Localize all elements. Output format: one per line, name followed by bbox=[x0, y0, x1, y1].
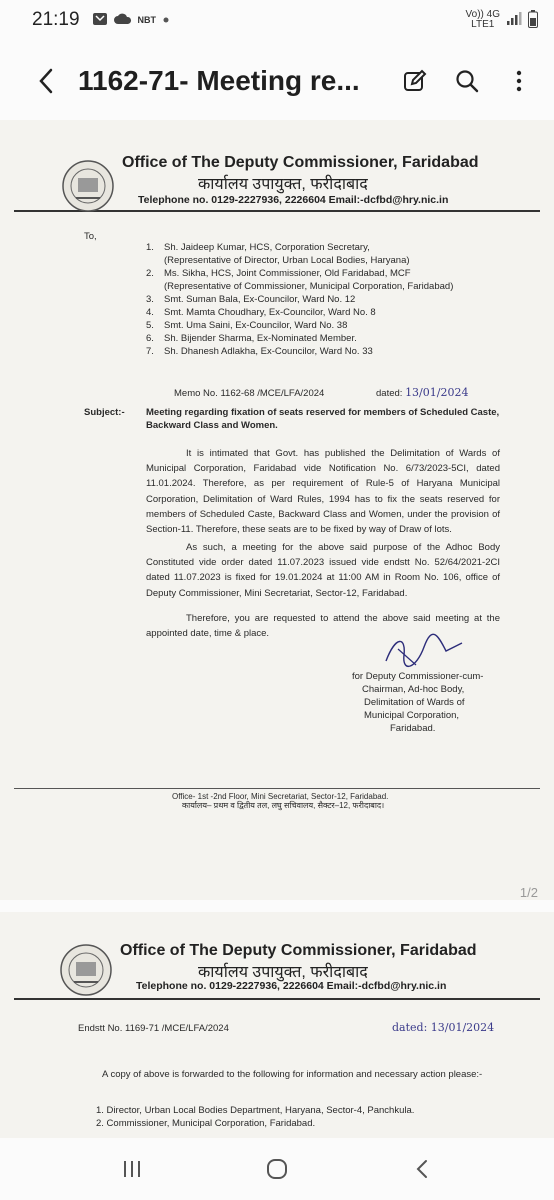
carrier-badge: NBT bbox=[137, 15, 157, 25]
search-icon bbox=[454, 68, 480, 94]
more-options-button[interactable] bbox=[504, 66, 534, 96]
haryana-emblem-icon bbox=[58, 942, 114, 998]
battery-icon bbox=[528, 10, 538, 31]
letterhead bbox=[14, 120, 540, 212]
list-item: 7. Sh. Dhanesh Adlakha, Ex-Councilor, Ward No. 33 bbox=[146, 346, 373, 357]
office-title-hindi: कार्यालय उपायुक्त, फरीदाबाद bbox=[198, 176, 368, 193]
office-title: Office of The Deputy Commissioner, Faridabad bbox=[120, 942, 477, 959]
office-contact: Telephone no. 0129-2227936, 2226604 Email:-dcfbd@hry.nic.in bbox=[138, 194, 449, 206]
endstt-date: dated: 13/01/2024 bbox=[392, 1021, 495, 1034]
document-page-1[interactable] bbox=[0, 120, 554, 900]
status-bar bbox=[0, 0, 554, 40]
list-item: 1. Director, Urban Local Bodies Department, Haryana, Sector-4, Panchkula. bbox=[96, 1105, 415, 1116]
edit-icon bbox=[402, 68, 428, 94]
back-button[interactable] bbox=[28, 63, 64, 99]
document-title: 1162-71- Meeting re... bbox=[78, 65, 360, 96]
office-title: Office of The Deputy Commissioner, Faridabad bbox=[122, 154, 479, 171]
missed-call-icon bbox=[92, 12, 108, 29]
footer-address: Office- 1st -2nd Floor, Mini Secretariat, Sector-12, Faridabad. bbox=[172, 792, 389, 801]
dot-icon bbox=[162, 13, 170, 27]
status-time: 21:19 bbox=[32, 9, 80, 30]
haryana-emblem-icon bbox=[60, 158, 116, 214]
app-bar bbox=[0, 48, 554, 114]
forwarding-list bbox=[96, 1104, 496, 1130]
paragraph-3: Therefore, you are requested to attend the above said meeting at the appointed date, time & place. bbox=[146, 613, 500, 640]
office-title-hindi: कार्यालय उपायुक्त, फरीदाबाद bbox=[198, 964, 368, 981]
endstt-number: Endstt No. 1169-71 /MCE/LFA/2024 bbox=[78, 1023, 229, 1034]
home-button[interactable] bbox=[257, 1149, 297, 1189]
recipient-list bbox=[146, 241, 506, 358]
to-label: To, bbox=[84, 231, 97, 242]
list-item: 2. Commissioner, Municipal Corporation, Faridabad. bbox=[96, 1118, 316, 1129]
memo-date: dated: 13/01/2024 bbox=[376, 386, 469, 399]
list-item: 5. Smt. Uma Saini, Ex-Councilor, Ward No. 38 bbox=[146, 320, 348, 331]
footer-divider bbox=[14, 788, 540, 789]
nav-back-button[interactable] bbox=[402, 1149, 442, 1189]
list-item: 1. Sh. Jaideep Kumar, HCS, Corporation Secretary, (Representative of Director, Urban Local Bodies, Haryana) bbox=[146, 242, 410, 266]
list-item: 2. Ms. Sikha, HCS, Joint Commissioner, Old Faridabad, MCF (Representative of Commissioner, Municipal Corporation, Faridabad) bbox=[146, 268, 454, 292]
status-right bbox=[466, 10, 538, 31]
more-vertical-icon bbox=[515, 68, 523, 94]
edit-button[interactable] bbox=[400, 66, 430, 96]
app-actions bbox=[400, 66, 534, 96]
list-item: 4. Smt. Mamta Choudhary, Ex-Councilor, Ward No. 8 bbox=[146, 307, 376, 318]
page-indicator: 1/2 bbox=[519, 885, 538, 900]
search-button[interactable] bbox=[452, 66, 482, 96]
list-item: 6. Sh. Bijender Sharma, Ex-Nominated Member. bbox=[146, 333, 357, 344]
recent-apps-button[interactable] bbox=[112, 1149, 152, 1189]
home-icon bbox=[265, 1157, 289, 1181]
notification-icons bbox=[92, 12, 171, 29]
back-chevron-icon bbox=[414, 1158, 430, 1180]
footer-address-hindi: कार्यालय– प्रथम व द्वितीय तल, लघु सचिवालय, सैक्टर–12, फरीदाबाद। bbox=[182, 801, 385, 810]
navigation-bar bbox=[0, 1138, 554, 1200]
document-page-2[interactable] bbox=[0, 912, 554, 1138]
memo-number: Memo No. 1162-68 /MCE/LFA/2024 bbox=[174, 388, 325, 399]
back-arrow-icon bbox=[36, 67, 56, 95]
forwarding-paragraph: A copy of above is forwarded to the following for information and necessary action please:- bbox=[102, 1069, 483, 1080]
signature-scribble-icon bbox=[376, 625, 466, 673]
network-label: Vo)) 4G LTE1 bbox=[465, 9, 500, 30]
cloud-icon bbox=[114, 13, 132, 28]
paragraph-1: It is intimated that Govt. has published the Delimitation of Wards of Municipal Corporation, Faridabad vide Notification No. 6/73/2023-5CI, dated 11.01.2024. Therefore, as per requirement of Rule-5 of Haryana Municipal Corporation, Delimitation of Ward Rules, 1994 has to fix the seats reserved for members of Scheduled Caste, Backward Class and Women, under the provision of Section-11. Therefore, these seats are to be fixed by way of Draw of lots. bbox=[146, 448, 500, 536]
office-contact: Telephone no. 0129-2227936, 2226604 Email:-dcfbd@hry.nic.in bbox=[136, 980, 447, 992]
recent-apps-icon bbox=[121, 1158, 143, 1180]
list-item: 3. Smt. Suman Bala, Ex-Councilor, Ward No. 12 bbox=[146, 294, 356, 305]
paragraph-2: As such, a meeting for the above said purpose of the Adhoc Body Constituted vide order dated 11.07.2023 issued vide endstt No. 52/64/2021-2CI dated 11.07.2023 is fixed for 19.01.2024 at 11:00 AM in Room No. 106, office of Deputy Commissioner, Mini Secretariat, Sector-12, Faridabad. bbox=[146, 542, 500, 599]
signal-icon bbox=[506, 12, 522, 29]
signature-block: for Deputy Commissioner-cum- Chairman, Ad-hoc Body, Delimitation of Wards of Municipal Corporation, Faridabad. bbox=[352, 671, 484, 734]
subject-label: Subject:- bbox=[84, 407, 125, 418]
subject-text: Meeting regarding fixation of seats reserved for members of Scheduled Caste, Backward Class and Women. bbox=[146, 407, 500, 431]
letterhead-divider bbox=[14, 998, 540, 1000]
